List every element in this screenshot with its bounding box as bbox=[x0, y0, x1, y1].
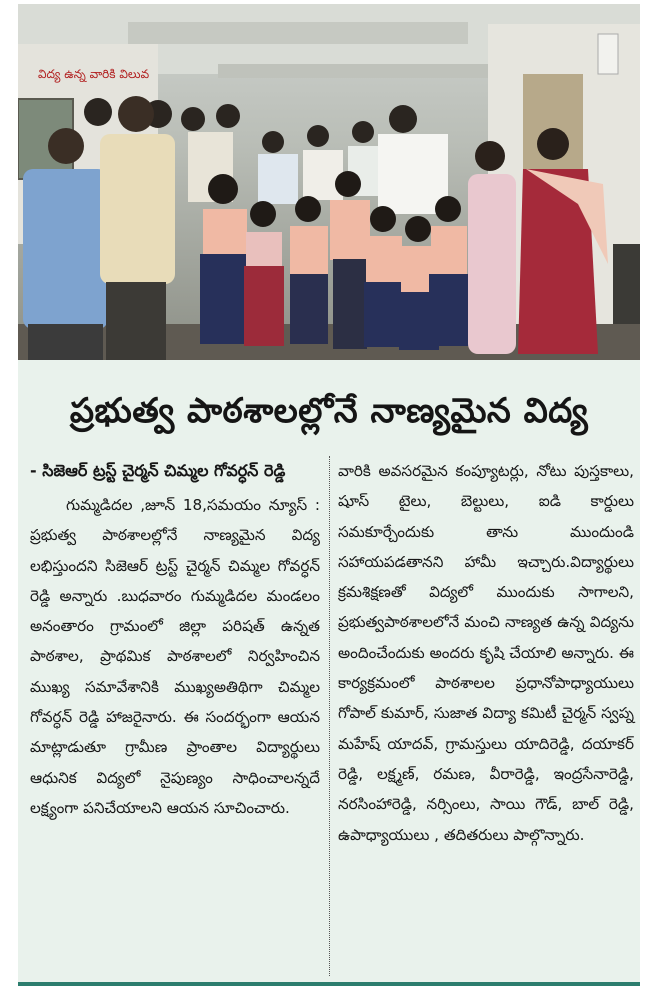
article-body-right: వారికి అవసరమైన కంప్యూటర్లు, నోటు పుస్తకాలు, షూస్ టైలు, బెల్టులు, ఐడి కార్డులు సమకూర్చేందుకు తాను ముందుండి సహాయపడతానని హామీ ఇచ్చారు.విద్యార్థులు క్రమశిక్షణతో విద్యలో ముందుకు సాగాలని, ప్రభుత్వపాఠశాలలోనే మంచి నాణ్యత ఉన్న విద్యను అందించేందుకు అందరు కృషి చేయాలి అన్నారు. ఈ కార్యక్రమంలో పాఠశాలల ప్రధానోపాధ్యాయులు గోపాల్ కుమార్, సుజాత విద్యా కమిటీ చైర్మన్ స్వప్న మహేష్ యాదవ్, గ్రామస్తులు యాదిరెడ్డి, దయాకర్ రెడ్డి, లక్ష్మణ్, రమణ, వీరారెడ్డి, ఇంద్రసేనారెడ్డి, నరసింహారెడ్డి, నర్సింలు, సాయి గౌడ్, బాల్ రెడ్డి, ఉపాధ్యాయులు , తదితరులు పాల్గొన్నారు. bbox=[338, 462, 634, 844]
bottom-rule bbox=[18, 982, 640, 986]
newspaper-clipping bbox=[18, 4, 640, 986]
article-headline: ప్రభుత్వ పాఠశాలల్లోనే నాణ్యమైన విద్య bbox=[69, 391, 589, 431]
article-subhead: - సిజెఆర్ ట్రస్ట్ చైర్మన్ చిమ్మల గోవర్ధన్ రెడ్డి bbox=[30, 461, 286, 480]
article-body-left: గుమ్మడిదల ,జూన్ 18,సమయం న్యూస్ : ప్రభుత్వ పాఠశాలల్లోనే నాణ్యమైన విద్య లభిస్తుందని సిజెఆర్ ట్రస్ట్ చైర్మన్ చిమ్మల గోవర్ధన్ రెడ్డి అన్నారు .బుధవారం గుమ్మడిదల మండలం అనంతారం గ్రామంలో జిల్లా పరిషత్ ఉన్నత పాఠశాల, ప్రాథమిక పాఠశాలలో నిర్వహించిన ముఖ్య సమావేశానికి ముఖ్యఅతిథిగా చిమ్మల గోవర్ధన్ రెడ్డి హాజరైనారు. ఈ సందర్భంగా ఆయన మాట్లాడుతూ గ్రామీణ ప్రాంతాల విద్యార్థులు ఆధునిక విద్యలో నైపుణ్యం సాధించాలన్నదే లక్ష్యంగా పనిచేయాలని ఆయన సూచించారు. bbox=[30, 496, 320, 817]
wall-slogan: విద్య ఉన్న వారికి విలువ bbox=[38, 67, 150, 81]
article-column-left bbox=[30, 456, 320, 823]
article-photo bbox=[18, 4, 640, 360]
group-photo-illustration bbox=[18, 4, 640, 360]
article-column-right bbox=[338, 456, 634, 850]
column-divider bbox=[329, 456, 330, 976]
